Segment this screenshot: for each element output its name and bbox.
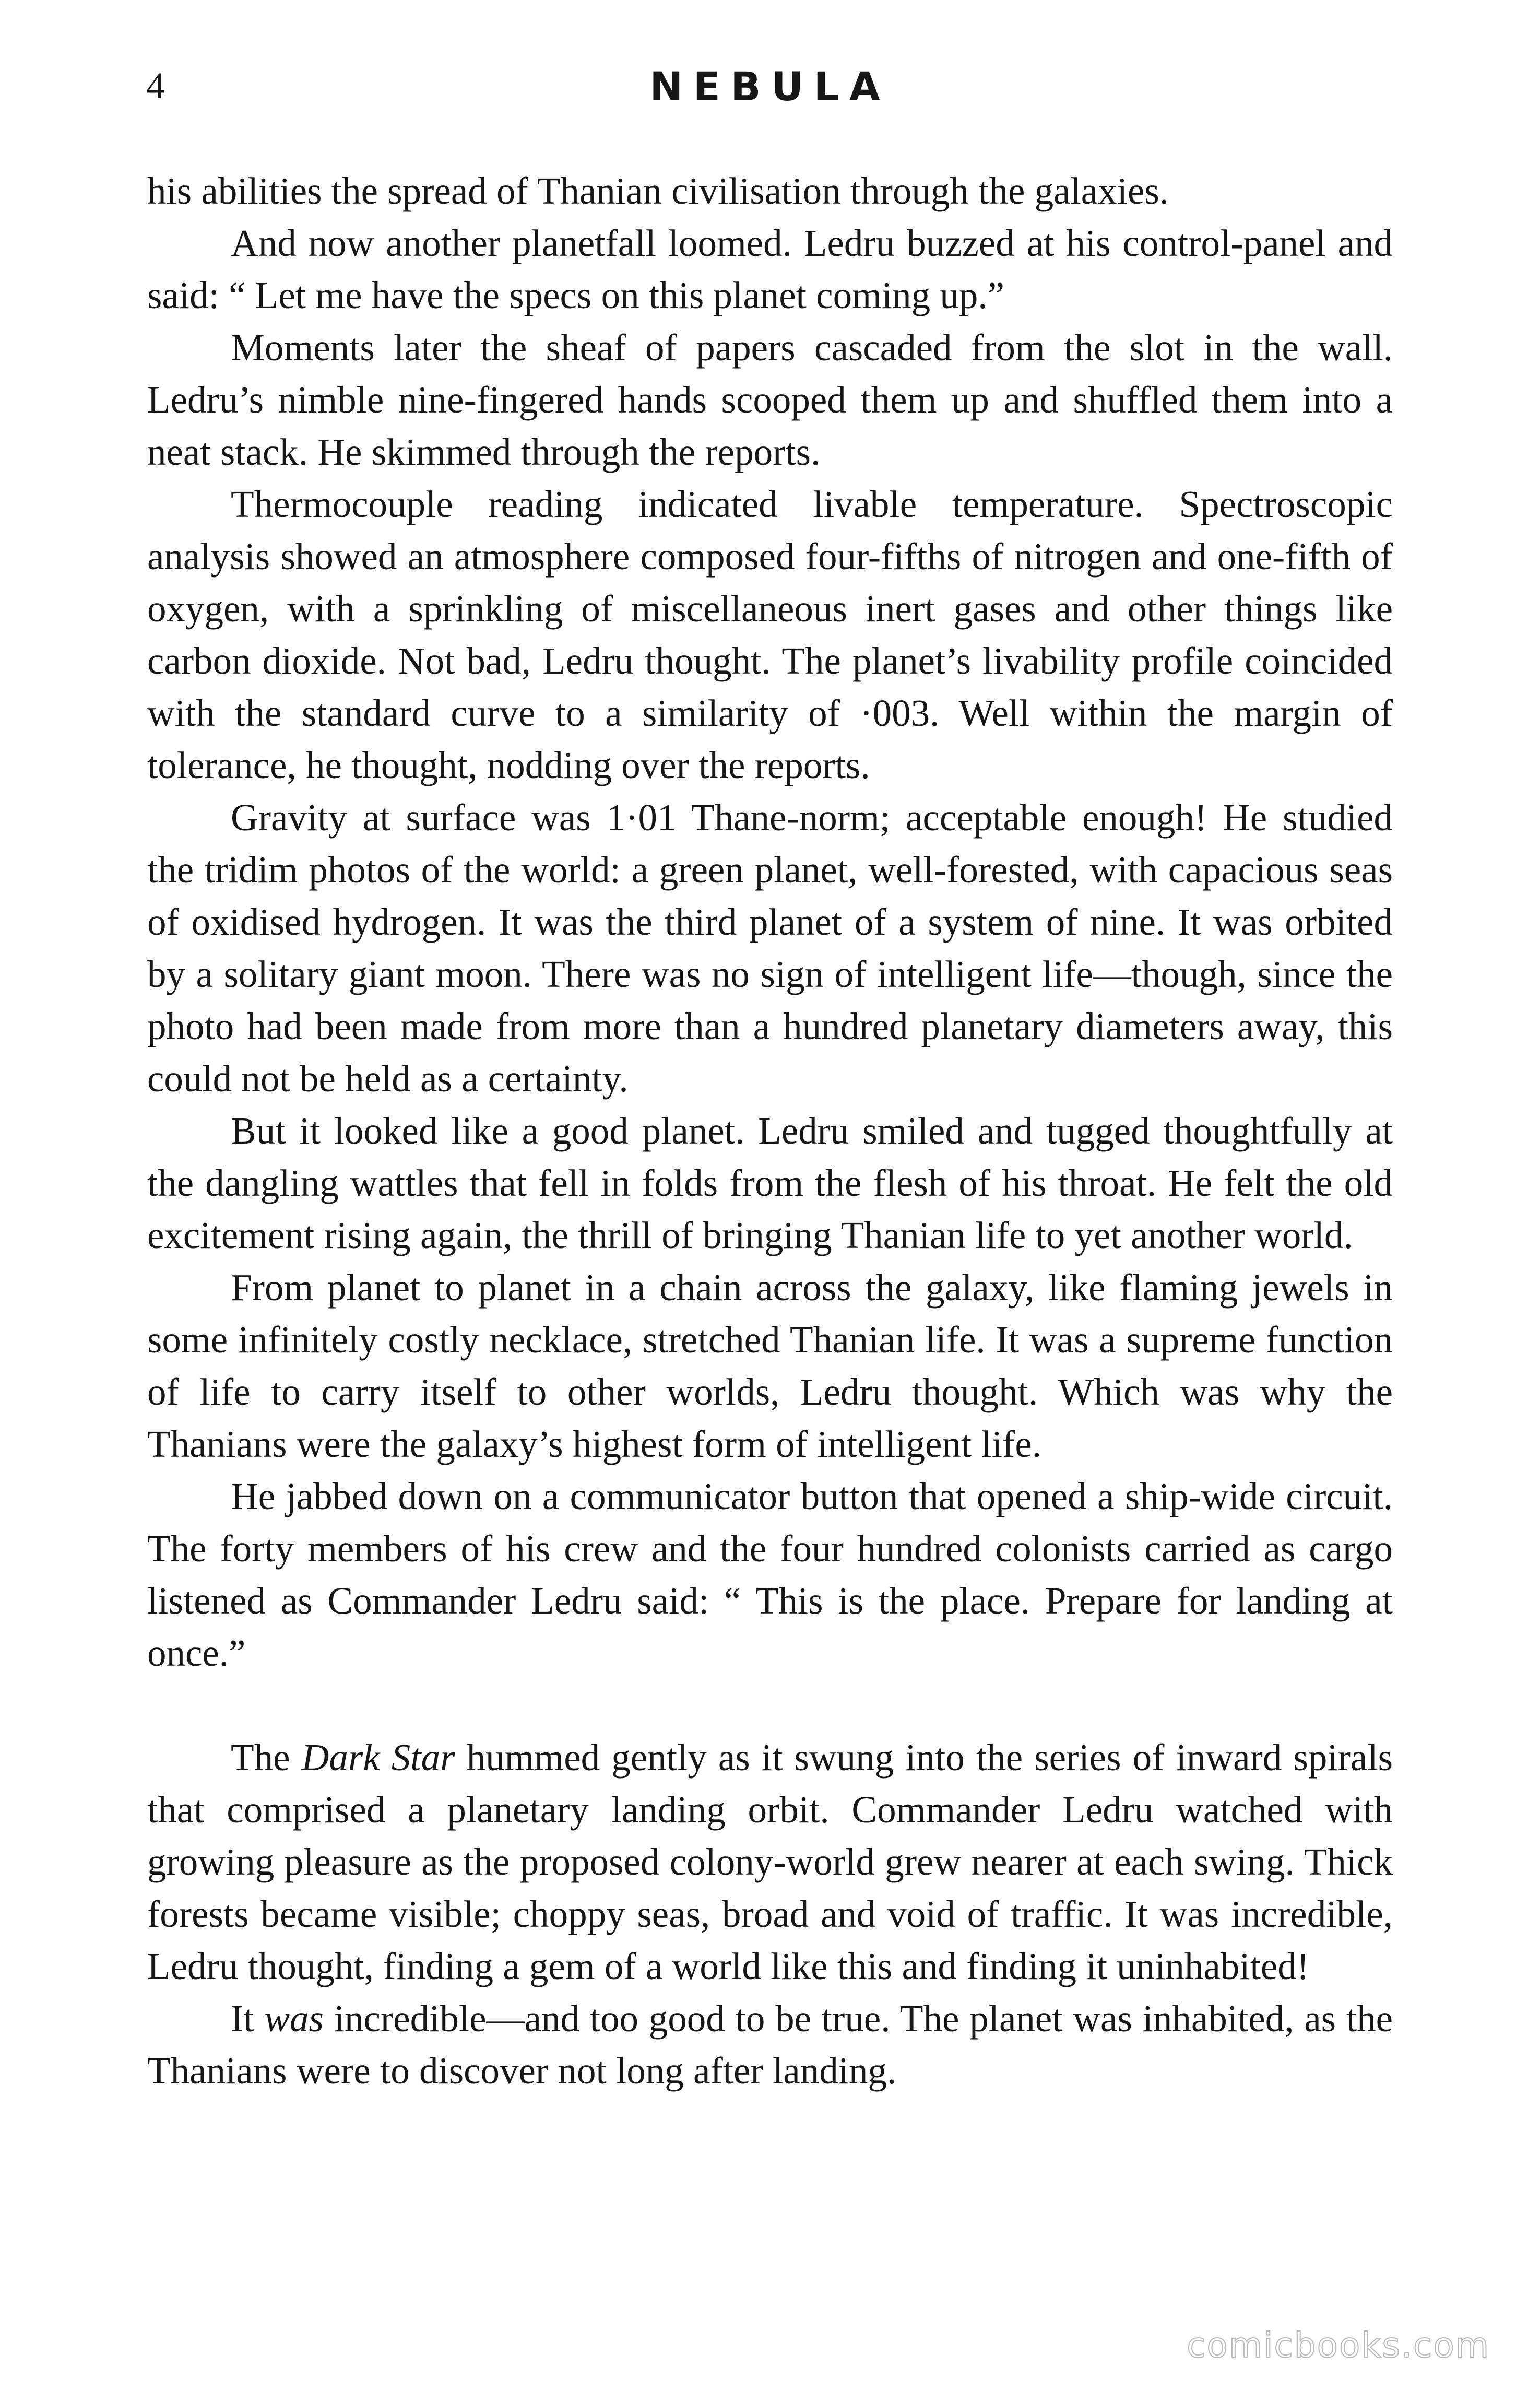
text-run: hummed gently as it swung into the series of inward spirals that comprised a planetary landing orbit. Commander Ledru watched with growing pleasure as the proposed colony-world grew nearer at each swing. Thick forests became visible; choppy seas, broad and void of traffic. It was incredible, Ledru thought, finding a gem of a world like this and finding it uninhabited!: [147, 1736, 1393, 1987]
running-head-title: NEBULA: [649, 63, 891, 110]
paragraph: his abilities the spread of Thanian civilisation through the galaxies.: [147, 170, 1169, 212]
paragraph: Moments later the sheaf of papers cascaded from the slot in the wall. Ledru’s nimble nine-fingered hands scooped them up and shuffled them into a neat stack. He skimmed through the reports.: [147, 326, 1393, 473]
paragraph: Gravity at surface was 1·01 Thane-norm; acceptable enough! He studied the tridim photos of the world: a green planet, well-forested, with capacious seas of oxidised hydrogen. It was the third planet of a system of nine. It was orbited by a solitary giant moon. There was no sign of intelligent life—though, since the photo had been made from more than a hundred planetary diameters away, this could not be held as a certainty.: [147, 796, 1393, 1100]
watermark: comicbooks.com: [1187, 2325, 1490, 2365]
text-run: incredible—and too good to be true. The planet was inhabited, as the Thanians were to discover not long after landing.: [147, 1997, 1393, 2092]
paragraph: And now another planetfall loomed. Ledru buzzed at his control-panel and said: “ Let me have the specs on this planet coming up.”: [147, 222, 1393, 316]
page-number: 4: [146, 65, 165, 107]
ship-name: Dark Star: [301, 1736, 455, 1779]
text-run: The: [231, 1736, 302, 1779]
paragraph: He jabbed down on a communicator button that opened a ship-wide circuit. The forty members of his crew and the four hundred colonists carried as cargo listened as Commander Ledru said: “ This is the place. Prepare for landing at once.”: [147, 1475, 1393, 1674]
story-text: [147, 165, 1393, 2097]
section-2-paragraph-2: [147, 1993, 1393, 2097]
paragraph: Thermocouple reading indicated livable temperature. Spectroscopic analysis showed an atmosphere composed four-fifths of nitrogen and one-fifth of oxygen, with a sprinkling of miscellaneous inert gases and other things like carbon dioxide. Not bad, Ledru thought. The planet’s livability profile coincided with the standard curve to a similarity of ·003. Well within the margin of tolerance, he thought, nodding over the reports.: [147, 483, 1393, 786]
paragraph: From planet to planet in a chain across the galaxy, like flaming jewels in some infinitely costly necklace, stretched Thanian life. It was a supreme function of life to carry itself to other worlds, Ledru thought. Which was why the Thanians were the galaxy’s highest form of intelligent life.: [147, 1266, 1393, 1465]
text-run: It: [231, 1997, 265, 2040]
paragraph: But it looked like a good planet. Ledru smiled and tugged thoughtfully at the dangling wattles that fell in folds from the flesh of his throat. He felt the old excitement rising again, the thrill of bringing Thanian life to yet another world.: [147, 1110, 1393, 1256]
section-2-paragraph-1: [147, 1732, 1393, 1993]
emphasis: was: [264, 1997, 324, 2040]
